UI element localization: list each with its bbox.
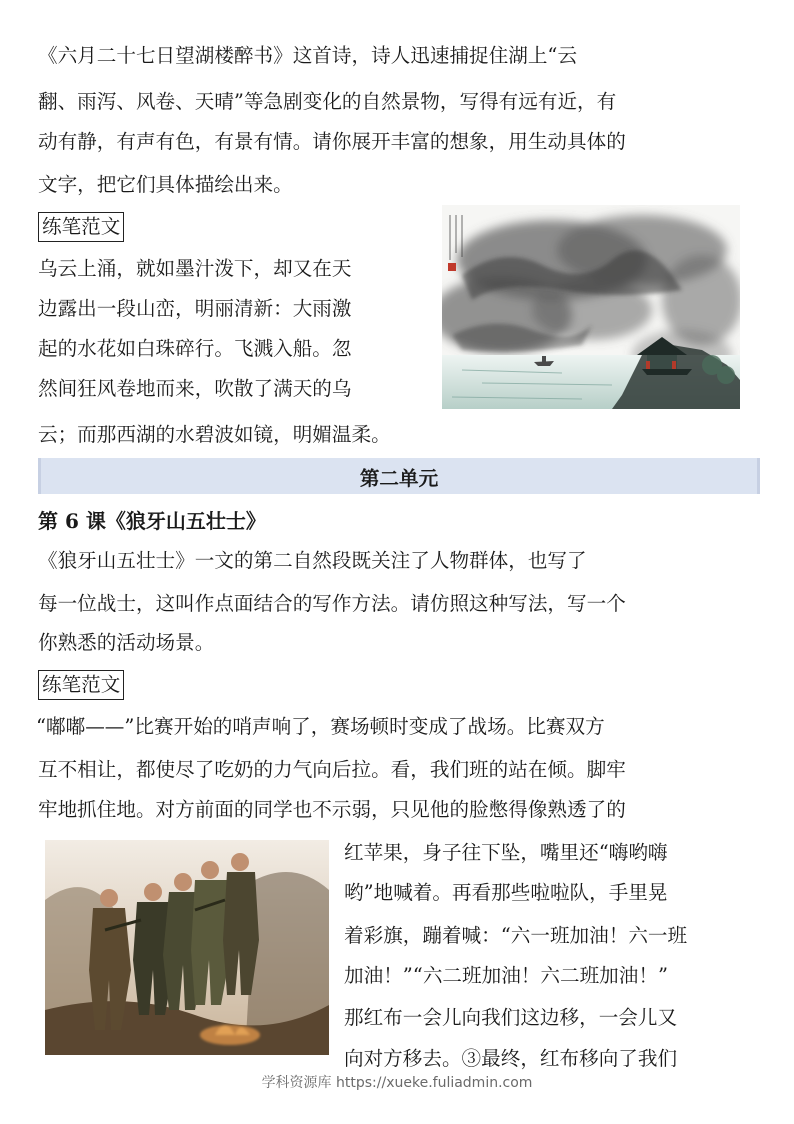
practice-essay-tag: 练笔范文 (38, 212, 124, 242)
unit-title: 第二单元 (359, 466, 439, 490)
ink-wash-lake-painting (442, 205, 740, 409)
lesson-title: 第 6 课《狼牙山五壮士》 (38, 509, 266, 533)
essay-line: 乌云上涌，就如墨汁泼下，却又在天 (38, 257, 352, 280)
essay-line: 起的水花如白珠碎行。飞溅入船。忽 (38, 337, 352, 360)
essay-line: 云；而那西湖的水碧波如镜，明媚温柔。 (38, 423, 391, 446)
prompt-line: 每一位战士，这叫作点面结合的写作方法。请仿照这种写法，写一个 (38, 592, 626, 615)
essay-line: 向对方移去。③最终，红布移向了我们 (344, 1047, 678, 1070)
essay-line: 着彩旗，蹦着喊：“六一班加油！六一班 (344, 924, 688, 947)
prompt-line: 《六月二十七日望湖楼醉书》这首诗，诗人迅速捕捉住湖上“云 (38, 44, 578, 67)
prompt-line: 文字，把它们具体描绘出来。 (38, 173, 293, 196)
essay-line: 红苹果，身子往下坠，嘴里还“嗨哟嗨 (344, 841, 668, 864)
essay-line: 牢地抓住地。对方前面的同学也不示弱，只见他的脸憋得像熟透了的 (38, 798, 626, 821)
prompt-line: 你熟悉的活动场景。 (38, 631, 215, 654)
footer-watermark: 学科资源库 https://xueke.fuliadmin.com (261, 1075, 533, 1091)
essay-line: “嘟嘟——”比赛开始的哨声响了，赛场顿时变成了战场。比赛双方 (36, 715, 605, 738)
prompt-line: 动有静，有声有色，有景有情。请你展开丰富的想象，用生动具体的 (38, 130, 626, 153)
essay-line: 哟”地喊着。再看那些啦啦队，手里晃 (344, 881, 668, 904)
five-heroes-painting (45, 840, 329, 1055)
prompt-line: 翻、雨泻、风卷、天晴”等急剧变化的自然景物，写得有远有近，有 (38, 90, 617, 113)
practice-essay-tag: 练笔范文 (38, 670, 124, 700)
essay-line: 加油！”“六二班加油！六二班加油！” (344, 964, 668, 987)
unit-banner (38, 458, 760, 494)
essay-line: 然间狂风卷地而来，吹散了满天的乌 (38, 377, 352, 400)
essay-line: 那红布一会儿向我们这边移，一会儿又 (344, 1006, 678, 1029)
prompt-line: 《狼牙山五壮士》一文的第二自然段既关注了人物群体，也写了 (38, 549, 587, 572)
essay-line: 边露出一段山峦，明丽清新：大雨激 (38, 297, 352, 320)
essay-line: 互不相让，都使尽了吃奶的力气向后拉。看，我们班的站在倾。脚牢 (38, 758, 626, 781)
